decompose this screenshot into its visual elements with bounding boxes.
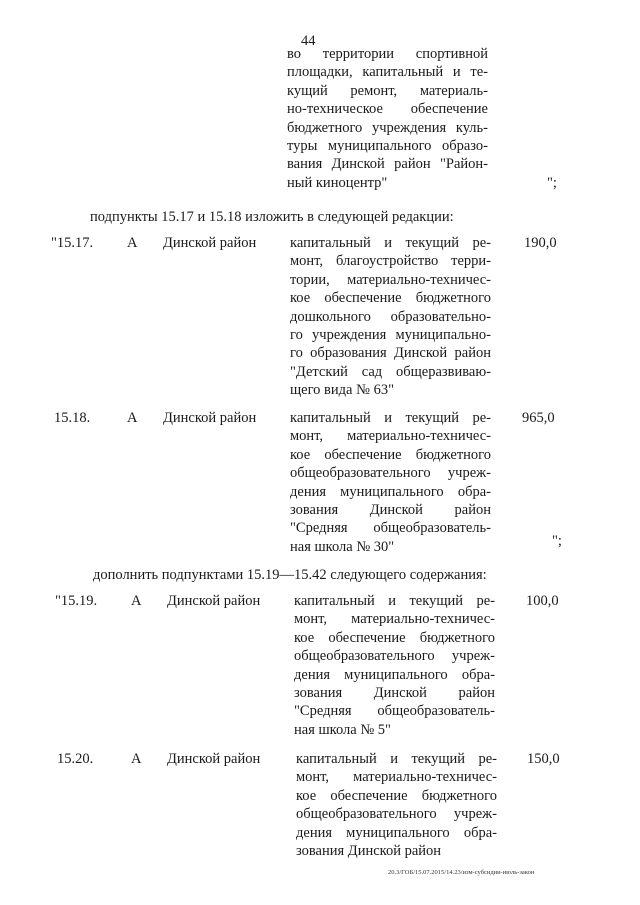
text-line: го учреждения муниципально- bbox=[290, 326, 491, 343]
text-line: ный киноцентр" bbox=[287, 174, 388, 191]
text-line: монт, материально-техничес- bbox=[294, 611, 495, 628]
entry-category: А bbox=[127, 235, 138, 251]
text-line: дения муниципального обра- bbox=[296, 824, 497, 841]
entry-description bbox=[296, 750, 497, 860]
entry-district: Динской район bbox=[163, 410, 257, 426]
text-line: кое обеспечение бюджетного bbox=[294, 629, 495, 646]
text-line: общеобразовательного учреж- bbox=[290, 465, 491, 482]
text-line: туры муниципального образо- bbox=[287, 137, 488, 154]
entry-amount: 100,0 bbox=[526, 593, 559, 609]
text-line: дения муниципального обра- bbox=[294, 666, 495, 683]
text-line: ная школа № 30" bbox=[290, 538, 395, 555]
text-line: "Детский сад общеразвиваю- bbox=[290, 363, 491, 380]
text-line: зования Динской район bbox=[296, 842, 442, 859]
text-line: го образования Динской район bbox=[290, 345, 491, 362]
document-footer-code: 20.3/ГОБ/15.07.2015/14.23/изм-субсидии-июль-закон bbox=[388, 869, 535, 876]
text-line: зования Динской район bbox=[294, 684, 495, 701]
entry-number: "15.17. bbox=[51, 235, 94, 251]
text-line: ная школа № 5" bbox=[294, 721, 391, 738]
entry-number: 15.18. bbox=[54, 410, 91, 426]
entry-category: А bbox=[131, 751, 142, 767]
text-line: капитальный и текущий ре- bbox=[296, 751, 497, 767]
text-line: дошкольного образовательно- bbox=[290, 308, 491, 325]
entry-amount: 150,0 bbox=[527, 751, 560, 767]
text-line: щего вида № 63" bbox=[290, 382, 394, 399]
entry-category: А bbox=[127, 410, 138, 426]
text-line: но-техническое обеспечение bbox=[287, 101, 488, 118]
text-line: тории, материально-техничес- bbox=[290, 271, 491, 288]
top-continuation-text bbox=[287, 45, 488, 192]
text-line: бюджетного учреждения куль- bbox=[287, 119, 488, 136]
entry-description bbox=[290, 409, 491, 556]
text-line: площадки, капитальный и те- bbox=[287, 64, 488, 81]
text-line: монт, материально-техничес- bbox=[290, 428, 491, 445]
text-line: капитальный и текущий ре- bbox=[290, 410, 491, 426]
text-line: общеобразовательного учреж- bbox=[296, 806, 497, 823]
entry-description bbox=[294, 592, 495, 739]
text-line: кое обеспечение бюджетного bbox=[290, 446, 491, 463]
text-line: зования Динской район bbox=[290, 501, 491, 518]
entry-amount: 190,0 bbox=[524, 235, 557, 251]
text-line: капитальный и текущий ре- bbox=[294, 593, 495, 609]
text-line: капитальный и текущий ре- bbox=[290, 235, 491, 251]
entry-number: 15.20. bbox=[57, 751, 94, 767]
entry-category: А bbox=[131, 593, 142, 609]
instruction-1: подпункты 15.17 и 15.18 изложить в следующей редакции: bbox=[90, 209, 454, 225]
top-closing-quote: "; bbox=[547, 175, 557, 191]
text-line: "Средняя общеобразователь- bbox=[294, 703, 495, 720]
entry-closing-quote: "; bbox=[552, 533, 562, 549]
instruction-2: дополнить подпунктами 15.19—15.42 следующего содержания: bbox=[93, 567, 487, 583]
page-number: 44 bbox=[301, 33, 316, 49]
text-line: общеобразовательного учреж- bbox=[294, 648, 495, 665]
entry-amount: 965,0 bbox=[522, 410, 555, 426]
text-line: монт, благоустройство терри- bbox=[290, 253, 491, 270]
entry-district: Динской район bbox=[167, 593, 261, 609]
text-line: кое обеспечение бюджетного bbox=[290, 290, 491, 307]
text-line: "Средняя общеобразователь- bbox=[290, 520, 491, 537]
entry-district: Динской район bbox=[163, 235, 257, 251]
text-line: кущий ремонт, материаль- bbox=[287, 82, 488, 99]
text-line: кое обеспечение бюджетного bbox=[296, 787, 497, 804]
text-line: во территории спортивной bbox=[287, 46, 488, 62]
entry-district: Динской район bbox=[167, 751, 261, 767]
text-line: дения муниципального обра- bbox=[290, 483, 491, 500]
entry-description bbox=[290, 234, 491, 400]
text-line: монт, материально-техничес- bbox=[296, 769, 497, 786]
text-line: вания Динской район "Район- bbox=[287, 156, 488, 173]
entry-number: "15.19. bbox=[55, 593, 98, 609]
